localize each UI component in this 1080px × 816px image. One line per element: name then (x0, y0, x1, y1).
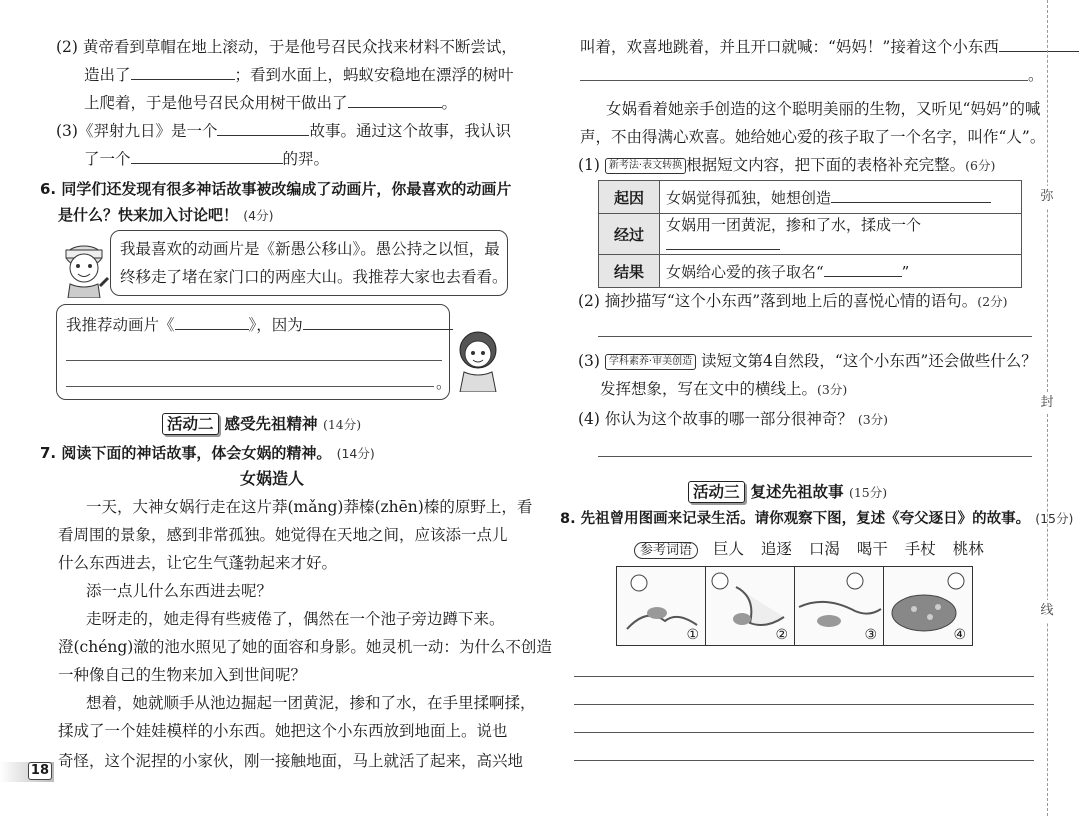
comic-panel-4 (883, 566, 973, 646)
q7-score: (14分) (336, 446, 375, 461)
story-p4-line4 (580, 36, 1079, 58)
answer-blank[interactable] (348, 93, 442, 108)
story-title: 女娲造人 (240, 469, 305, 488)
activity-2-box: 活动二 (162, 413, 219, 435)
spine-label: 线 (1036, 600, 1058, 622)
q5-2-line2 (84, 64, 514, 86)
page-number-tab (0, 762, 54, 782)
activity-3-title: 复述先祖故事 (750, 482, 844, 501)
activity-2-score: (14分) (322, 417, 362, 432)
answer-blank[interactable] (831, 188, 991, 203)
reference-word: 口渴 (808, 540, 840, 558)
girl-avatar-icon (452, 324, 506, 392)
panel-number: ② (775, 627, 788, 643)
answer-line[interactable] (574, 676, 1034, 677)
q7-prompt (40, 442, 375, 465)
answer-line-end: 。 (1028, 66, 1044, 84)
q3-text: 读短文第4自然段，“这个小东西”还会做些什么？ (701, 352, 1037, 370)
boy-avatar-icon (56, 232, 112, 298)
q6-prompt-line2 (58, 204, 273, 227)
answer-blank[interactable] (175, 315, 249, 330)
q3-prompt (578, 350, 1037, 372)
reference-word: 巨人 (712, 540, 744, 558)
q7-text: 7. 阅读下面的神话故事，体会女娲的精神。 (40, 444, 332, 462)
q3-prompt-line2 (600, 378, 847, 401)
reference-word: 手杖 (904, 540, 936, 558)
q8-score: (15分) (1035, 511, 1074, 526)
comic-panel-3 (794, 566, 884, 646)
q5-2-text: ；看到水面上，蚂蚁安稳地在漂浮的树叶 (234, 66, 514, 84)
answer-line[interactable] (66, 386, 434, 387)
story-p3-line2: 澄(chéng)澈的池水照见了她的面容和身影。她灵机一动：为什么不创造 (58, 638, 552, 656)
story-p5-line1: 女娲看着她亲手创造的这个聪明美丽的生物，又听见“妈妈”的喊 (606, 100, 1041, 118)
cause-table (598, 180, 1022, 288)
q3-score: (3分) (817, 382, 848, 397)
q5-3-text: 故事。通过这个故事，我认识 (309, 122, 511, 140)
q6-prompt-line1: 6. 同学们还发现有很多神话故事被改编成了动画片，你最喜欢的动画片 (40, 180, 512, 198)
q5-2-text: 造出了 (84, 66, 131, 84)
activity-3-score: (15分) (848, 485, 888, 500)
panel-number: ① (686, 627, 699, 643)
story-p3-line3: 一种像自己的生物来加入到世间呢？ (58, 666, 307, 684)
spine-label: 封 (1036, 392, 1058, 414)
speech-answer-line1 (66, 314, 453, 336)
answer-line-end: 。 (436, 374, 452, 392)
q5-3-text: 的羿。 (282, 150, 330, 168)
q6-score: (4分) (243, 208, 274, 223)
table-cell-text: 女娲觉得孤独，她想创造 (666, 188, 832, 207)
q5-3-text: (3)《羿射九日》是一个 (56, 122, 218, 140)
speech-answer-text: 我推荐动画片《 (66, 316, 175, 334)
table-cell (660, 255, 1022, 288)
q5-2-text: 上爬着，于是他号召民众用树干做出了 (84, 94, 348, 112)
answer-line[interactable] (574, 704, 1034, 705)
story-p5-line2: 声，不由得满心欢喜。她给她心爱的孩子取了一个名字，叫作“人”。 (580, 128, 1046, 146)
q5-3-line2 (84, 148, 329, 170)
table-row (599, 181, 1022, 214)
panel-number: ④ (953, 627, 966, 643)
speech-answer-text: 》，因为 (248, 316, 303, 334)
q6-prompt-text: 是什么？快来加入讨论吧！ (58, 206, 239, 224)
reference-word: 喝干 (856, 540, 888, 558)
answer-line[interactable] (66, 360, 442, 361)
table-cell (660, 181, 1022, 214)
answer-blank[interactable] (131, 65, 235, 80)
q2-text: (2) 摘抄描写“这个小东西”落到地上后的喜悦心情的语句。 (578, 292, 978, 310)
table-cell-text: 女娲给心爱的孩子取名“ (666, 262, 824, 281)
answer-blank[interactable] (303, 315, 453, 330)
q4-score: (3分) (857, 412, 889, 427)
q4-text: (4) 你认为这个故事的哪一部分很神奇？ (578, 410, 853, 428)
comic-panel-1 (616, 566, 706, 646)
q1-text: 根据短文内容，把下面的表格补充完整。 (686, 156, 966, 174)
table-cell (660, 214, 1022, 255)
answer-line[interactable] (598, 336, 1032, 337)
activity-3-box: 活动三 (688, 481, 745, 503)
activity-2-title: 感受先祖精神 (224, 414, 318, 433)
reference-words-label: 参考词语 (634, 542, 698, 559)
answer-blank[interactable] (824, 262, 902, 277)
table-head: 结果 (599, 255, 660, 288)
speech-boy-line1: 我最喜欢的动画片是《新愚公移山》。愚公持之以恒，最 (120, 240, 500, 258)
table-cell-tail: ” (901, 262, 910, 281)
story-p1-line2: 看周围的景象，感到非常孤独。她觉得在天地之间，应该添一点儿 (58, 526, 508, 544)
activity-2-heading (162, 412, 361, 435)
q1-score: (6分) (965, 158, 996, 173)
q2-prompt (578, 290, 1007, 313)
q5-2-text: 。 (441, 94, 458, 112)
story-p1-line3: 什么东西进去，让它生气蓬勃起来才好。 (58, 554, 338, 572)
q3-text: 发挥想象，写在文中的横线上。 (600, 380, 818, 398)
spine-label: 弥 (1036, 186, 1058, 208)
q3-number: (3) (578, 352, 600, 370)
answer-blank[interactable] (217, 121, 309, 136)
q5-3-line1 (56, 120, 511, 142)
story-text: 叫着，欢喜地跳着，并且开口就喊：“妈妈！”接着这个小东西 (580, 38, 999, 56)
q5-2-line3 (84, 92, 457, 114)
answer-line[interactable] (598, 456, 1032, 457)
story-p4-line2: 揉成了一个娃娃模样的小东西。她把这个小东西放到地面上。说也 (58, 722, 508, 740)
q5-2-line1: (2) 黄帝看到草帽在地上滚动，于是他号召民众找来材料不断尝试， (56, 38, 517, 56)
q1-prompt (578, 154, 995, 177)
answer-blank[interactable] (666, 235, 780, 250)
story-p4-line3: 奇怪，这个泥捏的小家伙，刚一接触地面，马上就活了起来，高兴地 (58, 752, 524, 770)
q1-tag: 新考法·表文转换 (605, 158, 686, 174)
page-number: 18 (28, 762, 52, 780)
q3-tag: 学科素养·审美创造 (605, 354, 696, 370)
answer-line[interactable] (574, 732, 1034, 733)
answer-line[interactable] (574, 760, 1034, 761)
table-row (599, 214, 1022, 255)
q4-prompt (578, 408, 888, 431)
story-p3-line1: 走呀走的，她走得有些疲倦了，偶然在一个池子旁边蹲下来。 (86, 610, 505, 628)
story-p1-line1: 一天，大神女娲行走在这片莽(mǎng)莽榛(zhēn)榛的原野上，看 (86, 498, 533, 516)
story-p4-line1: 想着，她就顺手从池边掘起一团黄泥，掺和了水，在手里揉啊揉， (86, 694, 536, 712)
answer-line[interactable] (580, 80, 1028, 81)
reference-words (634, 538, 984, 562)
table-cell-text: 女娲用一团黄泥，掺和了水，揉成一个 (666, 216, 922, 234)
story-p2: 添一点儿什么东西进去呢？ (86, 582, 273, 600)
table-head: 起因 (599, 181, 660, 214)
table-row (599, 255, 1022, 288)
reference-word: 追逐 (760, 540, 792, 558)
q5-3-text: 了一个 (84, 150, 131, 168)
answer-blank[interactable] (131, 149, 283, 164)
q8-prompt (560, 508, 1073, 530)
reference-word: 桃林 (952, 540, 984, 558)
answer-blank[interactable] (999, 37, 1079, 52)
speech-boy-line2: 终移走了堵在家门口的两座大山。我推荐大家也去看看。 (120, 268, 508, 286)
q2-score: (2分) (977, 294, 1008, 309)
table-head: 经过 (599, 214, 660, 255)
activity-3-heading (688, 480, 887, 503)
q1-number: (1) (578, 156, 600, 174)
panel-number: ③ (864, 627, 877, 643)
q8-text: 8. 先祖曾用图画来记录生活。请你观察下图，复述《夸父逐日》的故事。 (560, 511, 1031, 527)
comic-panel-2 (705, 566, 795, 646)
